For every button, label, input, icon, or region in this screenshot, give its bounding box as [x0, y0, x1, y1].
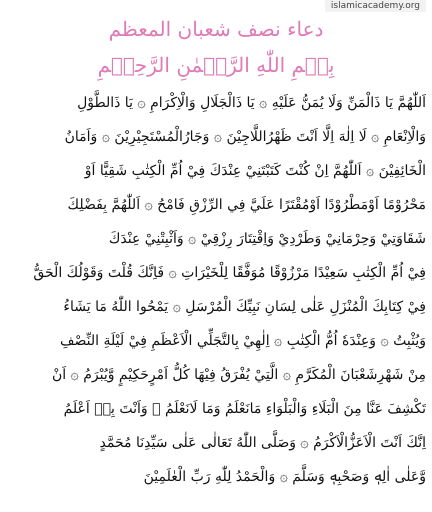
dua-line: فِيْ كِتَابِكَ الْمُنْزَلِ عَلٰى لِسَانِ نَبِيِّكَ الْمُرْسَلِ ۞ يَمْحُوا اللّٰهُ مَا يَشَاءُ — [63, 299, 426, 315]
page-title: دعاء نصف شعبان المعظم — [108, 17, 324, 41]
dua-line: وَالْاِنْعَامِ ۞ لَا اِلٰهَ اِلَّا اَنْتَ ظَهْرُاللَّاجِيْنَ ۞ وَجَارُالْمُسْتَجِيْرِيْنَ ۞ وَاَمَانُ — [64, 129, 426, 145]
dua-line: مِنْ شَهْرِشَعْبَانَ الْمُكَرَّمِ ۞ الَّتِيْ يُفْرَقُ فِيْهَا كُلُّ اَمْرٍحَكِيْمٍ وَّيُبْرَمُ ۞ اَنْ — [51, 367, 426, 383]
dua-line: مَحْرُوْمًا اَوْمَطْرُوْدًا اَوْمُقْتَرًا عَلَيَّ فِي الرِّزْقِ فَامْحُ ۞ اَللّٰهُمَّ بِفَضْلِكَ — [67, 197, 426, 213]
dua-line: الْخَائِفِيْنَ ۞ اَللّٰهُمَّ اِنْ كُنْتَ كَتَبْتَنِيْ عِنْدَكَ فِيْ اُمِّ الْكِتٰبِ شَقِيًّا اَوْ — [84, 163, 426, 179]
basmala-heading: بِسۡمِ اللّٰهِ الرَّحۡمٰنِ الرَّحِيۡمِ — [97, 53, 335, 77]
header-bar — [0, 0, 432, 14]
dua-line: وَيُثْبِتُ ۞ وَعِنْدَهٗ اُمُّ الْكِتٰبِ ۞ اِلٰهِيْ بِالتَّجَلِّي الْاَعْظَمِ فِيْ لَيْلَةِ النِّصْفِ — [60, 333, 426, 349]
dua-line: فِيْ اُمِّ الْكِتٰبِ سَعِيْدًا مَرْزُوْقًا مُوَفَّقًا لِلْخَيْرَاتِ ۞ فَاِنَّكَ قُلْتَ وَقَوْلُكَ الْحَقُّ — [33, 265, 426, 281]
dua-line: وَّعَلٰى اٰلِهٖ وَصَحْبِهٖ وَسَلَّمَ ۞ وَالْحَمْدُ لِلّٰهِ رَبِّ الْعٰلَمِيْنَ — [143, 469, 426, 485]
dua-line: تَكْشِفَ عَنَّا مِنَ الْبَلَاءِ وَالْبَلْوَاءِ مَانَعْلَمُ وَمَا لَانَعْلَمُ ۞ وَاَنْتَ بِهٖ اَعْلَمُ — [63, 401, 426, 417]
site-name[interactable]: islamicacademy.org — [325, 0, 426, 12]
dua-line: شَقَاوَتِيْ وَحِرْمَانِيْ وَطَرْدِيْ وَاِقْتِتَارَ رِزْقِيْ ۞ وَاَثْبِتْنِيْ عِنْدَكَ — [108, 231, 426, 247]
dua-text — [6, 86, 426, 506]
dua-line: اِنَّكَ اَنْتَ الْاَعَزُّالْاَكْرَمُ ۞ وَصَلَّى اللّٰهُ تَعَالٰى عَلٰى سَيِّدِنَا مُحَمَّدٍ — [99, 435, 426, 451]
dua-line: اَللّٰهُمَّ يَا ذَالْمَنِّ وَلَا يُمَنُّ عَلَيْهِ ۞ يَا ذَالْجَلَالِ وَالْاِكْرَامِ ۞ يَا ذَالطَّوْلِ — [77, 95, 426, 111]
